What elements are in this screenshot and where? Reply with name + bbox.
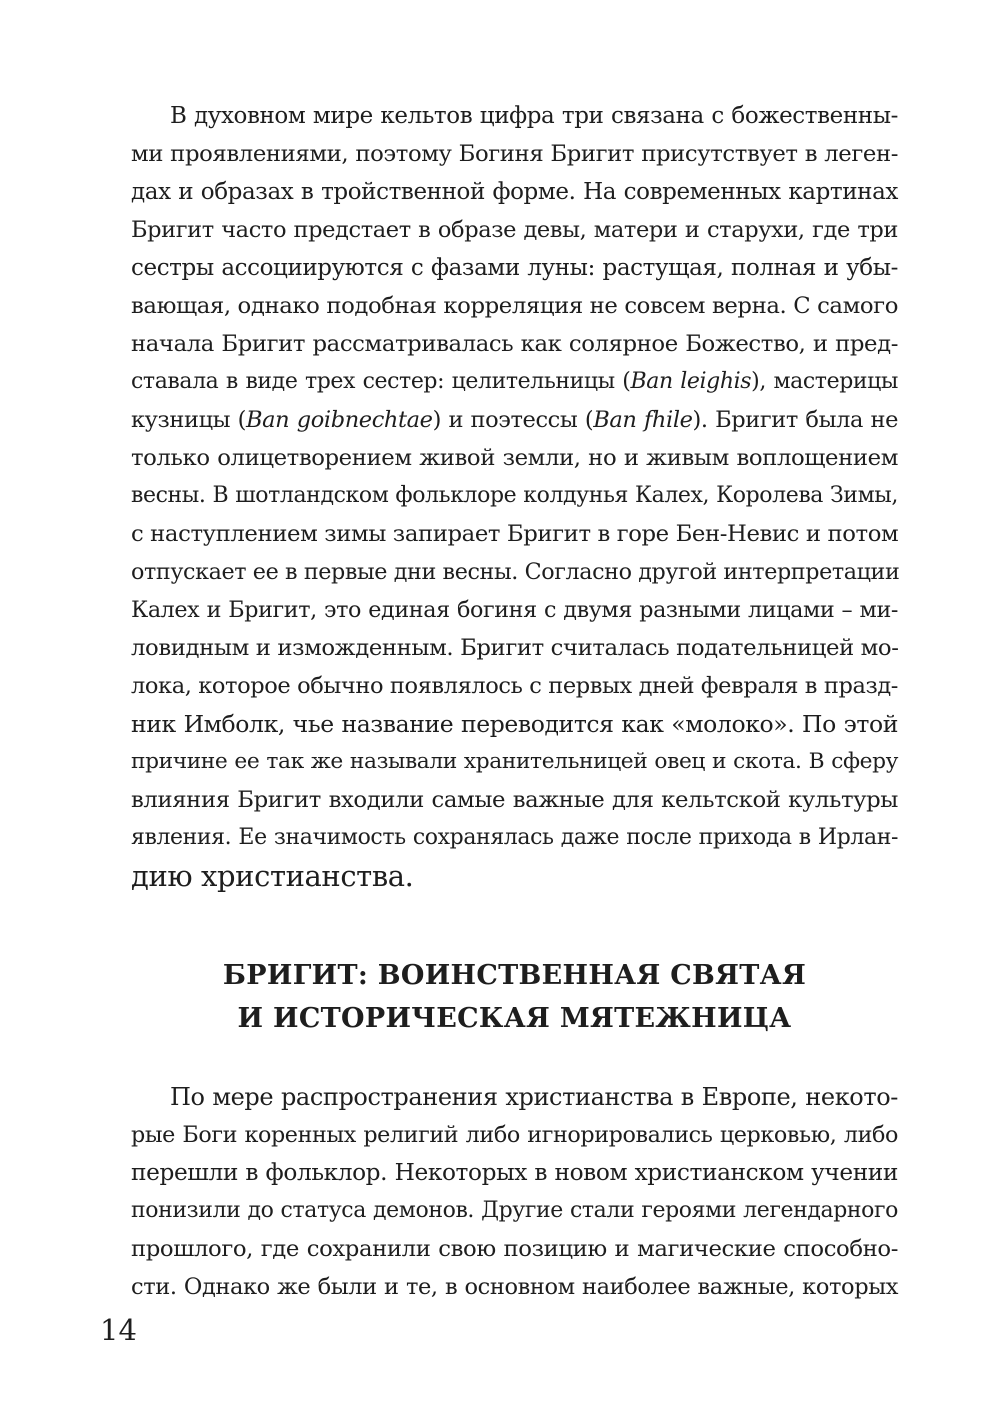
paragraph-line: ник Имболк, чье название переводится как «молоко». По этой (131, 710, 898, 738)
paragraph-line: Калех и Бригит, это единая богиня с двумя разными лицами – ми- (131, 597, 898, 623)
paragraph-line (131, 363, 898, 401)
paragraph-line: только олицетворением живой земли, но и живым воплощением (131, 445, 898, 471)
heading-line: И ИСТОРИЧЕСКАЯ МЯТЕЖНИЦА (237, 1003, 792, 1034)
paragraph-line: отпускает ее в первые дни весны. Согласно другой интерпретации (131, 559, 900, 585)
paragraph-line: причине ее так же называли хранительницей овец и скота. В сферу (131, 749, 898, 774)
paragraph-line: сестры ассоциируются с фазами луны: растущая, полная и убы- (131, 255, 898, 281)
paragraph-line: дию христианства. (131, 859, 414, 893)
page-number: 14 (100, 1313, 137, 1347)
paragraph-line (131, 401, 898, 439)
paragraph-line: влияния Бригит входили самые важные для кельтской культуры (131, 787, 898, 813)
paragraph-line: Бригит часто предстает в образе девы, матери и старухи, где три (131, 217, 898, 243)
paragraph-line: ловидным и изможденным. Бригит считалась подательницей мо- (131, 635, 899, 661)
paragraph-line: В духовном мире кельтов цифра три связана с божественны- (170, 103, 898, 129)
text-span: ), мастерицы (751, 369, 899, 394)
paragraph-line: начала Бригит рассматривалась как солярное Божество, и пред- (131, 331, 898, 357)
paragraph-line: сти. Однако же были и те, в основном наиболее важные, которых (131, 1274, 898, 1300)
text-span: ) и поэтессы ( (432, 407, 594, 433)
paragraph-line: дах и образах в тройственной форме. На современных картинах (131, 179, 898, 205)
paragraph-line: весны. В шотландском фольклоре колдунья Калех, Королева Зимы, (131, 483, 898, 508)
paragraph-line: перешли в фольклор. Некоторых в новом христианском учении (131, 1159, 898, 1186)
paragraph-line: лока, которое обычно появлялось с первых дней февраля в празд- (131, 673, 898, 699)
text-span: кузницы ( (131, 407, 247, 433)
text-span: ). Бригит была не (692, 407, 898, 433)
paragraph-line: По мере распространения христианства в Европе, некото- (170, 1083, 898, 1111)
text-span: ставала в виде трех сестер: целительницы ( (131, 369, 631, 394)
heading-line: БРИГИТ: ВОИНСТВЕННАЯ СВЯТАЯ (222, 960, 807, 991)
latin-term: Ban goibnechtae (246, 407, 433, 433)
latin-term: Ban fhile (593, 407, 693, 433)
paragraph-line: ми проявлениями, поэтому Богиня Бригит присутствует в леген- (131, 141, 898, 167)
paragraph-line: явления. Ее значимость сохранялась даже после прихода в Ирлан- (131, 825, 898, 850)
paragraph-line: понизили до статуса демонов. Другие стали героями легендарного (131, 1198, 898, 1223)
latin-term: Ban leighis (630, 369, 752, 394)
paragraph-line: прошлого, где сохранили свою позицию и магические способно- (131, 1236, 898, 1262)
paragraph-line: рые Боги коренных религий либо игнорировались церковью, либо (131, 1122, 898, 1148)
paragraph-line: с наступлением зимы запирает Бригит в горе Бен-Невис и потом (131, 521, 899, 547)
paragraph-line: вающая, однако подобная корреляция не совсем верна. С самого (131, 293, 898, 319)
